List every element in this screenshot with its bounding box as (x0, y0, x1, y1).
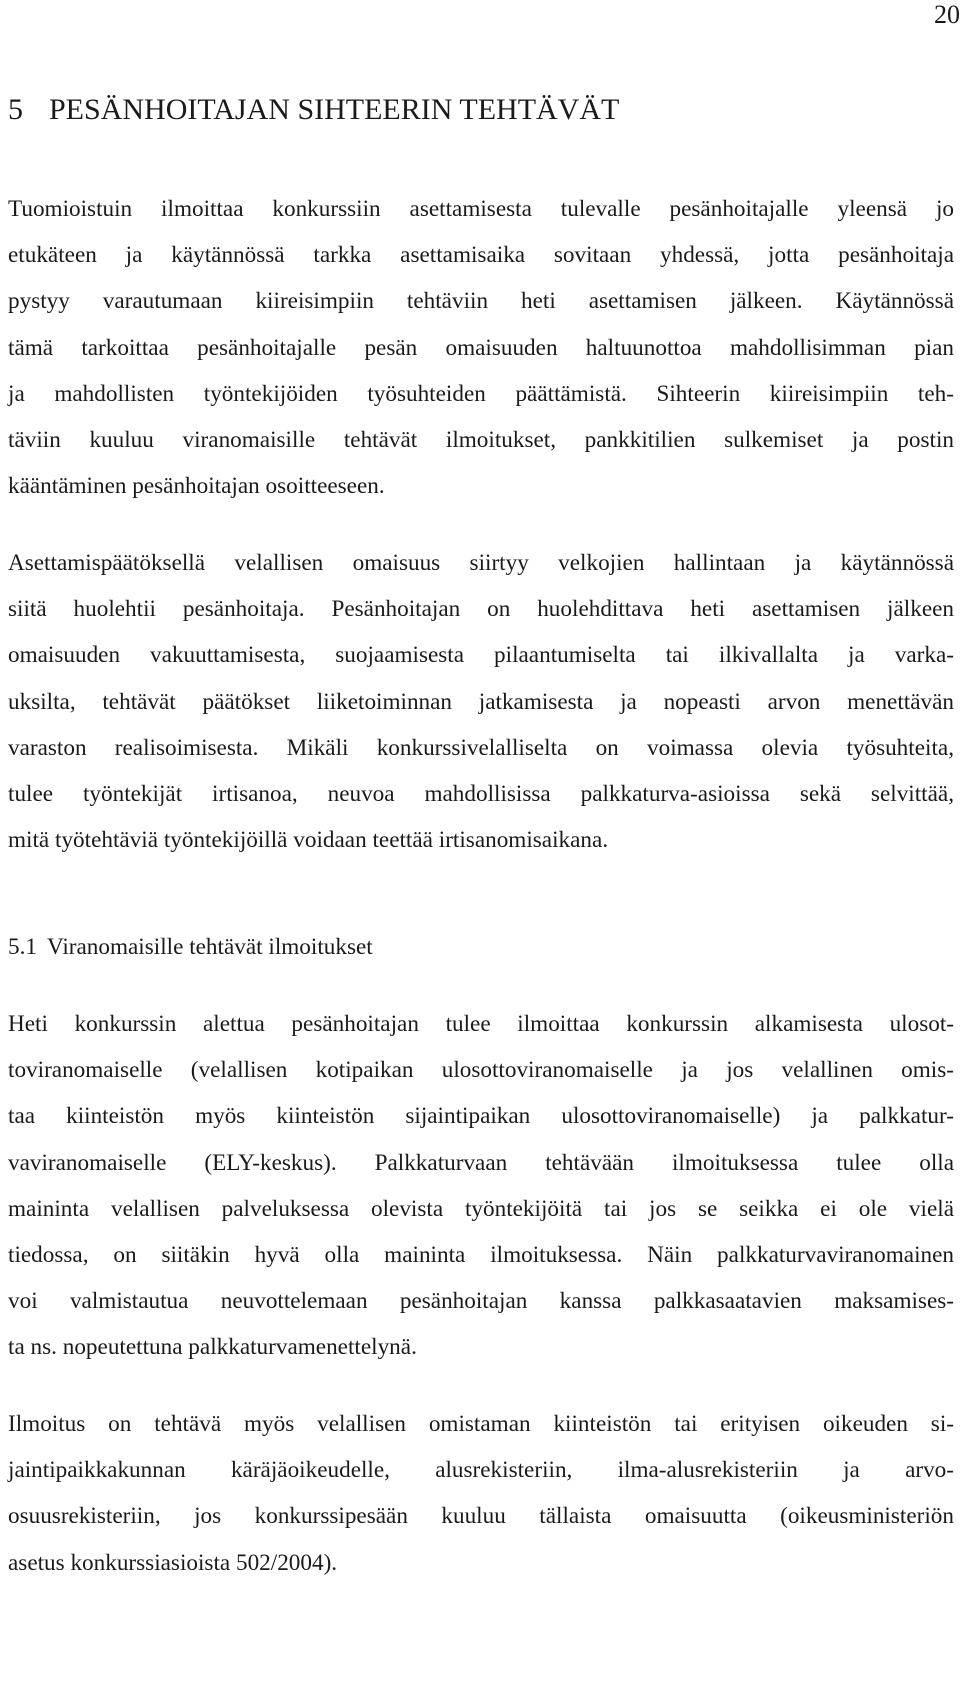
paragraph-4 (8, 1401, 954, 1586)
text-line: tulee työntekijät irtisanoa, neuvoa mahdollisissa palkkaturva-asioissa sekä selvittää, (8, 781, 954, 808)
text-line: asetus konkurssiasioista 502/2004). (8, 1549, 338, 1576)
text-line: jaintipaikkakunnan käräjäoikeudelle, alusrekisteriin, ilma-alusrekisteriin ja arvo- (8, 1457, 954, 1484)
text-line: kääntäminen pesänhoitajan osoitteeseen. (8, 473, 385, 500)
section-heading (8, 924, 373, 970)
paragraph-1 (8, 186, 954, 509)
section-title: Viranomaisille tehtävät ilmoitukset (46, 934, 373, 960)
text-line: taa kiinteistön myös kiinteistön sijaintipaikan ulosottoviranomaiselle) ja palkkatur- (8, 1103, 954, 1130)
text-line: ja mahdollisten työntekijöiden työsuhteiden päättämistä. Sihteerin kiireisimpiin teh- (8, 380, 954, 407)
text-line: ta ns. nopeutettuna palkkaturvamenettelynä. (8, 1334, 417, 1361)
text-line: mitä työtehtäviä työntekijöillä voidaan teettää irtisanomisaikana. (8, 827, 609, 854)
text-line: osuusrekisteriin, jos konkurssipesään kuuluu tällaista omaisuutta (oikeusministeriön (8, 1503, 954, 1530)
text-line: etukäteen ja käytännössä tarkka asettamisaika sovitaan yhdessä, jotta pesänhoitaja (8, 242, 954, 269)
chapter-heading (8, 92, 619, 128)
text-line: uksilta, tehtävät päätökset liiketoiminnan jatkamisesta ja nopeasti arvon menettävän (8, 688, 954, 715)
text-line: tämä tarkoittaa pesänhoitajalle pesän omaisuuden haltuunottoa mahdollisimman pian (8, 334, 954, 361)
page-number: 20 (934, 0, 960, 29)
chapter-number: 5 (8, 93, 23, 126)
text-line: toviranomaiselle (velallisen kotipaikan ulosottoviranomaiselle ja jos velallinen omis- (8, 1057, 954, 1084)
text-line: Heti konkurssin alettua pesänhoitajan tulee ilmoittaa konkurssin alkamisesta ulosot- (8, 1011, 954, 1037)
text-line: maininta velallisen palveluksessa olevista työntekijöitä tai jos se seikka ei ole vielä (8, 1195, 954, 1222)
text-line: voi valmistautua neuvottelemaan pesänhoitajan kanssa palkkasaatavien maksamises- (8, 1288, 954, 1315)
section-number: 5.1 (8, 934, 37, 960)
text-line: pystyy varautumaan kiireisimpiin tehtäviin heti asettamisen jälkeen. Käytännössä (8, 288, 954, 315)
text-line: Tuomioistuin ilmoittaa konkurssiin asettamisesta tulevalle pesänhoitajalle yleensä jo (8, 196, 954, 222)
text-line: täviin kuuluu viranomaisille tehtävät ilmoitukset, pankkitilien sulkemiset ja postin (8, 427, 954, 454)
text-line: siitä huolehtii pesänhoitaja. Pesänhoitajan on huolehdittava heti asettamisen jälkeen (8, 596, 954, 623)
text-line: vaviranomaiselle (ELY-keskus). Palkkaturvaan tehtävään ilmoituksessa tulee olla (8, 1149, 954, 1176)
text-line: Ilmoitus on tehtävä myös velallisen omistaman kiinteistön tai erityisen oikeuden si- (8, 1411, 954, 1437)
paragraph-3 (8, 1001, 954, 1371)
chapter-title: PESÄNHOITAJAN SIHTEERIN TEHTÄVÄT (49, 93, 620, 126)
text-line: omaisuuden vakuuttamisesta, suojaamisesta pilaantumiselta tai ilkivallalta ja varka- (8, 642, 954, 669)
text-line: varaston realisoimisesta. Mikäli konkurssivelalliselta on voimassa olevia työsuhteita, (8, 734, 954, 761)
paragraph-2 (8, 540, 954, 863)
text-line: tiedossa, on siitäkin hyvä olla maininta ilmoituksessa. Näin palkkaturvaviranomainen (8, 1242, 954, 1269)
text-line: Asettamispäätöksellä velallisen omaisuus siirtyy velkojien hallintaan ja käytännössä (8, 550, 954, 576)
